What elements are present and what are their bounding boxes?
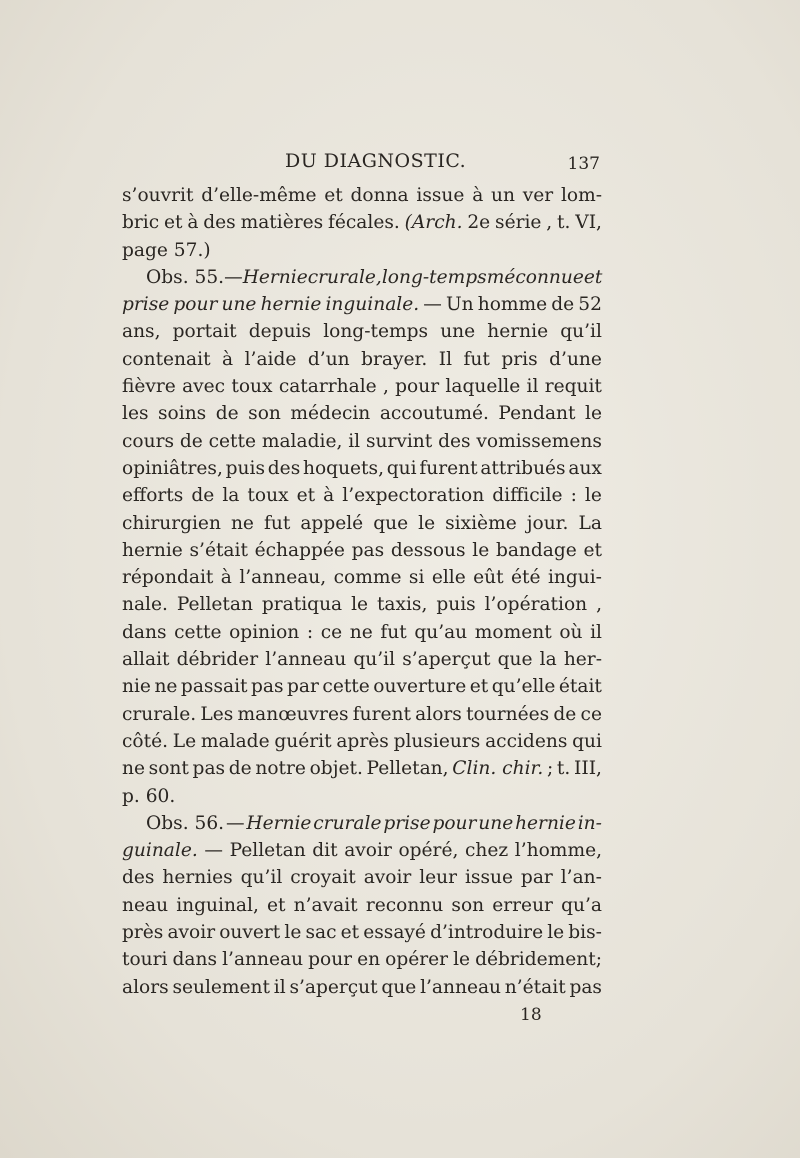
word: ouvert: [219, 922, 281, 944]
text-line: [122, 373, 602, 400]
word: leur: [419, 867, 458, 889]
word: un: [491, 185, 515, 206]
word: où: [559, 621, 583, 643]
word: et: [583, 539, 602, 561]
word: puis: [436, 594, 476, 616]
word: opérer: [385, 949, 449, 971]
word: côté.: [122, 730, 168, 752]
word: cette: [174, 621, 222, 643]
word: Il: [438, 348, 453, 370]
word: issue: [464, 867, 513, 889]
word: qui: [386, 457, 417, 479]
word: ne: [122, 758, 145, 780]
word: guérit: [274, 730, 332, 752]
word: le: [584, 485, 602, 507]
word: depuis: [248, 321, 312, 343]
signature-mark: 18: [520, 1005, 542, 1025]
word: vomissemens: [476, 430, 602, 452]
word: qu’elle: [491, 676, 556, 698]
text-line: [122, 974, 602, 1001]
text-line: [122, 318, 602, 345]
word: maladie,: [261, 430, 343, 452]
word: et: [267, 894, 286, 916]
word: accidens: [485, 730, 568, 752]
word: moment: [474, 621, 552, 643]
word: accoutumé.: [379, 403, 489, 425]
word: —: [224, 266, 243, 288]
word: prise: [383, 812, 431, 834]
text-line: [122, 237, 602, 264]
word: ouverture: [373, 676, 467, 698]
word: l’anneau: [222, 949, 304, 971]
word: avoir: [363, 867, 412, 889]
word: jour.: [526, 512, 569, 534]
word: guinale.: [122, 840, 198, 862]
word: fièvre: [122, 376, 176, 398]
page-number: 137: [567, 154, 600, 174]
word: le: [284, 922, 302, 944]
word: fut: [380, 621, 407, 643]
text-line: [122, 728, 602, 755]
word: à: [472, 185, 484, 206]
word: plusieurs: [393, 730, 481, 752]
word: hernie: [122, 539, 183, 561]
word: que: [381, 976, 417, 998]
word: opéré,: [398, 840, 459, 862]
word: à: [323, 485, 335, 507]
word: l’an-: [560, 867, 602, 889]
word: objet.: [309, 758, 363, 780]
word: une: [478, 812, 514, 834]
word: été: [511, 567, 541, 589]
word: alors: [415, 703, 462, 725]
word: bis-: [568, 922, 602, 944]
word: Le: [172, 730, 197, 752]
word: fut: [263, 512, 291, 534]
word: ne: [349, 621, 373, 643]
word: d’introduire: [430, 922, 544, 944]
word: de: [551, 294, 575, 316]
word: de: [179, 430, 203, 452]
text-line: [122, 919, 602, 946]
word: et: [340, 922, 360, 944]
word: pour: [395, 376, 440, 398]
word: laquelle: [445, 376, 521, 398]
word: l’aide: [244, 348, 297, 370]
word: essayé: [363, 922, 426, 944]
word: l’homme,: [514, 840, 602, 862]
word: crurale.: [122, 703, 197, 725]
word: hoquets,: [303, 457, 384, 479]
word: les: [122, 403, 149, 425]
word: Pendant: [498, 403, 576, 425]
word: cette: [322, 676, 370, 698]
word: dans: [172, 949, 218, 971]
word: il: [273, 976, 286, 998]
word: la: [222, 485, 240, 507]
text-line: [122, 537, 602, 564]
word: brayer.: [361, 348, 428, 370]
word: ,: [596, 594, 602, 616]
text-line: [122, 346, 602, 373]
word: chez: [464, 840, 509, 862]
word: qu’a: [561, 894, 602, 916]
word: l’opération: [484, 594, 588, 616]
word: des: [267, 457, 301, 479]
word: sac: [305, 922, 337, 944]
word: allait: [122, 649, 170, 671]
word: dit: [312, 840, 338, 862]
word: Un: [445, 294, 474, 316]
text-line: [122, 755, 602, 782]
word: elle: [431, 567, 466, 589]
word: près: [122, 922, 164, 944]
word: :: [306, 621, 314, 643]
word: des: [438, 430, 471, 452]
word: et: [324, 185, 343, 206]
word: le: [453, 949, 471, 971]
word: à: [220, 567, 232, 589]
text-line: [122, 783, 602, 810]
word: Clin. chir.: [452, 758, 544, 780]
word: pas: [192, 758, 226, 780]
word: à: [222, 348, 234, 370]
word: nale.: [122, 594, 168, 616]
word: et: [296, 485, 316, 507]
word: en: [357, 949, 381, 971]
word: cette: [208, 430, 256, 452]
word: La: [578, 512, 602, 534]
word: de: [215, 403, 239, 425]
text-line: [122, 182, 602, 209]
text-line: [122, 564, 602, 591]
word: Pelletan: [229, 840, 306, 862]
word: pour: [308, 949, 353, 971]
word: contenait: [122, 348, 211, 370]
word: d’elle-même: [201, 185, 317, 206]
word: de: [228, 758, 252, 780]
word: par: [520, 867, 553, 889]
word: pas: [251, 676, 284, 698]
word: long-temps: [323, 321, 429, 343]
word: après: [336, 730, 389, 752]
word: Les: [200, 703, 234, 725]
text-line: [122, 810, 602, 837]
word: hernie: [487, 321, 549, 343]
word: soins: [158, 403, 207, 425]
word: prise: [122, 294, 170, 316]
word: 52: [578, 294, 602, 316]
text-line: [122, 701, 602, 728]
word: que: [497, 649, 533, 671]
word: sixième: [445, 512, 517, 534]
word: matières: [240, 212, 324, 234]
word: le: [585, 403, 602, 425]
word: avoir: [344, 840, 392, 862]
word: 2e: [467, 212, 491, 234]
word: neau: [122, 894, 169, 916]
word: s’aperçut: [289, 976, 378, 998]
word: eût: [473, 567, 504, 589]
word: t.: [556, 758, 571, 780]
text-line: [122, 946, 602, 973]
text-line: [122, 400, 602, 427]
word: répondait: [122, 567, 214, 589]
word: croyait: [290, 867, 356, 889]
word: avec: [182, 376, 226, 398]
word: in-: [577, 812, 602, 834]
word: ,: [382, 376, 389, 398]
word: médecin: [290, 403, 371, 425]
word: le: [547, 922, 565, 944]
word: qui: [572, 730, 602, 752]
word: des: [122, 867, 155, 889]
word: bandage: [495, 539, 577, 561]
word: s’était: [189, 539, 248, 561]
word: cours: [122, 430, 175, 452]
line-text: page 57.): [122, 239, 211, 261]
page-header: [120, 150, 600, 182]
line-text: p. 60.: [122, 785, 176, 807]
word: s’ouvrit: [122, 185, 194, 206]
word: méconnue: [486, 266, 584, 288]
word: Obs. 56.: [146, 812, 225, 834]
word: l’anneau: [420, 976, 502, 998]
word: pour: [432, 812, 477, 834]
word: ;: [546, 758, 554, 780]
word: et: [469, 676, 489, 698]
word: ingui-: [547, 567, 602, 589]
word: opiniâtres,: [122, 457, 223, 479]
word: série: [495, 212, 542, 234]
word: appelé: [300, 512, 364, 534]
word: toux: [231, 376, 273, 398]
word: et: [583, 266, 603, 288]
word: débridement;: [475, 949, 602, 971]
body-text: [122, 182, 602, 1001]
text-line: [122, 864, 602, 891]
word: et: [164, 212, 183, 234]
word: il: [526, 376, 539, 398]
word: débrider: [176, 649, 259, 671]
word: ,: [546, 212, 553, 234]
word: Pelletan: [176, 594, 253, 616]
word: il: [348, 430, 361, 452]
word: passait: [180, 676, 248, 698]
word: dans: [122, 621, 167, 643]
word: tournées: [466, 703, 550, 725]
word: lom-: [560, 185, 602, 206]
word: avoir: [167, 922, 216, 944]
word: ne: [154, 676, 178, 698]
word: bric: [122, 212, 160, 234]
word: ver: [522, 185, 554, 206]
word: attribués: [480, 457, 566, 479]
word: qu’il: [560, 321, 602, 343]
word: malade: [200, 730, 270, 752]
word: des: [203, 212, 236, 234]
word: efforts: [122, 485, 184, 507]
word: inguinal,: [176, 894, 259, 916]
word: qu’il: [240, 867, 283, 889]
word: toux: [247, 485, 289, 507]
word: que: [373, 512, 409, 534]
word: notre: [255, 758, 306, 780]
word: manœuvres: [237, 703, 349, 725]
word: son: [451, 894, 485, 916]
text-line: [122, 482, 602, 509]
text-line: [122, 291, 602, 318]
word: catarrhale: [278, 376, 377, 398]
word: Hernie: [242, 266, 308, 288]
word: chirurgien: [122, 512, 221, 534]
word: la: [539, 649, 557, 671]
word: inguinale.: [325, 294, 420, 316]
text-line: [122, 428, 602, 455]
word: dessous: [390, 539, 466, 561]
word: ce: [580, 703, 602, 725]
word: VI,: [575, 212, 602, 234]
text-line: [122, 892, 602, 919]
word: puis: [225, 457, 266, 479]
word: pas: [351, 539, 385, 561]
word: pas: [569, 976, 602, 998]
word: d’un: [307, 348, 350, 370]
word: l’expectoration: [342, 485, 485, 507]
word: long-temps: [381, 266, 487, 288]
text-line: [122, 646, 602, 673]
text-line: [122, 591, 602, 618]
word: erreur: [492, 894, 553, 916]
word: portait: [172, 321, 237, 343]
word: n’avait: [293, 894, 358, 916]
word: pratiqua: [261, 594, 343, 616]
word: fécales.: [327, 212, 400, 234]
word: pris: [501, 348, 538, 370]
word: s’aperçut: [402, 649, 491, 671]
word: aux: [568, 457, 602, 479]
word: Hernie: [246, 812, 312, 834]
word: furent: [419, 457, 478, 479]
word: qu’il: [353, 649, 396, 671]
word: seulement: [172, 976, 270, 998]
text-line: [122, 837, 602, 864]
word: touri: [122, 949, 168, 971]
word: d’une: [549, 348, 602, 370]
word: —: [204, 840, 223, 862]
text-line: [122, 455, 602, 482]
word: fut: [463, 348, 490, 370]
word: par: [287, 676, 319, 698]
word: hernie: [515, 812, 576, 834]
word: si: [408, 567, 425, 589]
word: —: [423, 294, 442, 316]
word: n’était: [504, 976, 566, 998]
word: homme: [477, 294, 548, 316]
word: alors: [122, 976, 169, 998]
text-line: [122, 264, 602, 291]
word: hernies: [162, 867, 233, 889]
word: le: [418, 512, 436, 534]
word: —: [225, 812, 245, 834]
word: survint: [365, 430, 433, 452]
word: ne: [230, 512, 254, 534]
text-line: [122, 673, 602, 700]
word: reconnu: [365, 894, 444, 916]
word: :: [570, 485, 577, 507]
word: crurale,: [307, 266, 382, 288]
word: (Arch.: [404, 212, 463, 234]
word: une: [440, 321, 476, 343]
word: ce: [320, 621, 343, 643]
word: difficile: [492, 485, 563, 507]
word: l’anneau: [265, 649, 347, 671]
word: de: [191, 485, 215, 507]
word: issue: [416, 185, 465, 206]
word: Pelletan,: [366, 758, 449, 780]
text-line: [122, 619, 602, 646]
word: opinion: [229, 621, 300, 643]
word: ans,: [122, 321, 161, 343]
word: le: [472, 539, 490, 561]
word: her-: [563, 649, 602, 671]
word: qu’au: [414, 621, 468, 643]
word: comme: [333, 567, 402, 589]
word: t.: [557, 212, 571, 234]
word: il: [590, 621, 602, 643]
word: Obs. 55.: [146, 266, 225, 288]
word: hernie: [260, 294, 322, 316]
text-line: [122, 510, 602, 537]
word: crurale: [313, 812, 382, 834]
word: requit: [544, 376, 602, 398]
word: taxis,: [376, 594, 428, 616]
word: une: [221, 294, 257, 316]
word: était: [558, 676, 602, 698]
word: nie: [122, 676, 151, 698]
text-line: [122, 209, 602, 236]
word: son: [248, 403, 281, 425]
word: de: [553, 703, 577, 725]
word: échappée: [254, 539, 345, 561]
word: sont: [148, 758, 189, 780]
word: furent: [352, 703, 411, 725]
word: l’anneau,: [239, 567, 327, 589]
word: le: [351, 594, 369, 616]
word: donna: [350, 185, 409, 206]
running-title: DU DIAGNOSTIC.: [285, 150, 467, 172]
word: III,: [574, 758, 602, 780]
word: pour: [173, 294, 218, 316]
word: à: [187, 212, 199, 234]
